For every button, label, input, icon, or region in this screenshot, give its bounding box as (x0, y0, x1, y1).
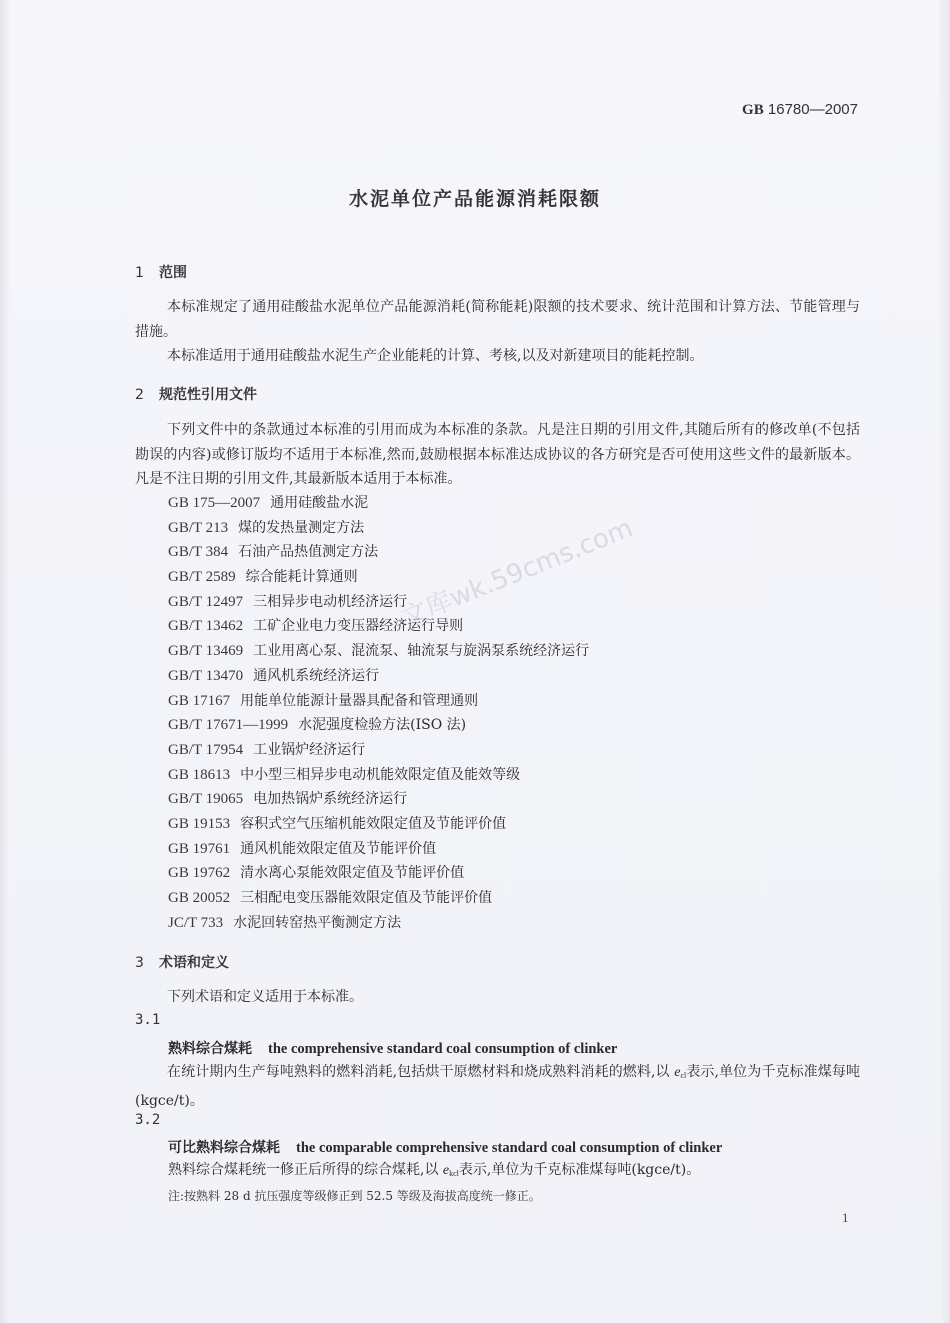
clause-3-1-number: 3.1 (135, 1012, 161, 1028)
reference-item: GB/T 17954 工业锅炉经济运行 (168, 741, 366, 758)
reference-item: GB 18613 中小型三相异步电动机能效限定值及能效等级 (168, 766, 521, 783)
clause-3-2-note: 注:按熟料 28 d 抗压强度等级修正到 52.5 等级及海拔高度统一修正。 (168, 1189, 541, 1203)
reference-item: GB/T 2589 综合能耗计算通则 (168, 569, 358, 586)
section-3-paragraph: 下列术语和定义适用于本标准。 (167, 989, 363, 1005)
page-number: 1 (842, 1210, 849, 1225)
standard-number (742, 101, 858, 119)
standard-code: 16780—2007 (767, 101, 858, 118)
reference-item: GB/T 13462 工矿企业电力变压器经济运行导则 (168, 618, 464, 635)
document-title: 水泥单位产品能源消耗限额 (348, 188, 601, 210)
symbol-e-cl: ecl (674, 1065, 687, 1080)
standard-prefix: GB (742, 102, 764, 118)
reference-item: GB 17167 用能单位能源计量器具配备和管理通则 (168, 692, 479, 709)
reference-item: JC/T 733 水泥回转窑热平衡测定方法 (168, 914, 402, 931)
reference-item: GB 19153 容积式空气压缩机能效限定值及节能评价值 (168, 815, 507, 832)
clause-3-1-term: 熟料综合煤耗 the comprehensive standard coal consumption of clinker (168, 1041, 618, 1057)
section-1-paragraph-2: 本标准适用于通用硅酸盐水泥生产企业能耗的计算、考核,以及对新建项目的能耗控制。 (167, 348, 704, 364)
clause-3-2-number: 3.2 (135, 1112, 161, 1128)
reference-item: GB/T 19065 电加热锅炉系统经济运行 (168, 791, 408, 808)
reference-item: GB/T 13469 工业用离心泵、混流泵、轴流泵与旋涡泵系统经济运行 (168, 643, 590, 660)
reference-item: GB 19761 通风机能效限定值及节能评价值 (168, 840, 437, 857)
reference-item: GB/T 13470 通风机系统经济运行 (168, 667, 380, 684)
reference-item: GB/T 213 煤的发热量测定方法 (168, 519, 365, 536)
reference-item: GB/T 17671—1999 水泥强度检验方法(ISO 法) (168, 717, 467, 734)
reference-item: GB 20052 三相配电变压器能效限定值及节能评价值 (168, 890, 493, 906)
watermark: 文库wk.59cms.com (397, 513, 638, 634)
clause-3-1-definition: 在统计期内生产每吨熟料的燃料消耗,包括烘干原燃材料和烧成熟料消耗的燃料,以 ecl表示,单位为千克标准煤每吨(kgce/t)。 (135, 1064, 860, 1109)
reference-item: GB/T 12497 三相异步电动机经济运行 (168, 593, 408, 610)
section-1-heading: 1 范围 (135, 265, 187, 281)
clause-3-2-term: 可比熟料综合煤耗 the comparable comprehensive standard coal consumption of clinker (168, 1140, 723, 1156)
reference-item: GB 175—2007 通用硅酸盐水泥 (168, 495, 369, 511)
section-3-heading: 3 术语和定义 (135, 955, 229, 971)
clause-3-2-definition: 熟料综合煤耗统一修正后所得的综合煤耗,以 ekcl表示,单位为千克标准煤每吨(kgce/t)。 (168, 1162, 701, 1178)
reference-item: GB/T 384 石油产品热值测定方法 (168, 544, 379, 561)
reference-item: GB 19762 清水离心泵能效限定值及节能评价值 (168, 865, 465, 882)
section-1-paragraph-1: 本标准规定了通用硅酸盐水泥单位产品能源消耗(简称能耗)限额的技术要求、统计范围和计算方法、节能管理与措施。 (135, 299, 860, 340)
section-2-paragraph: 下列文件中的条款通过本标准的引用而成为本标准的条款。凡是注日期的引用文件,其随后所有的修改单(不包括勘误的内容)或修订版均不适用于本标准,然而,鼓励根据本标准达成协议的各方研究是否可使用这些文件的最新版本。凡是不注日期的引用文件,其最新版本适用于本标准。 (135, 422, 860, 488)
symbol-e-kcl: ekcl (442, 1163, 459, 1178)
section-2-heading: 2 规范性引用文件 (135, 387, 257, 403)
